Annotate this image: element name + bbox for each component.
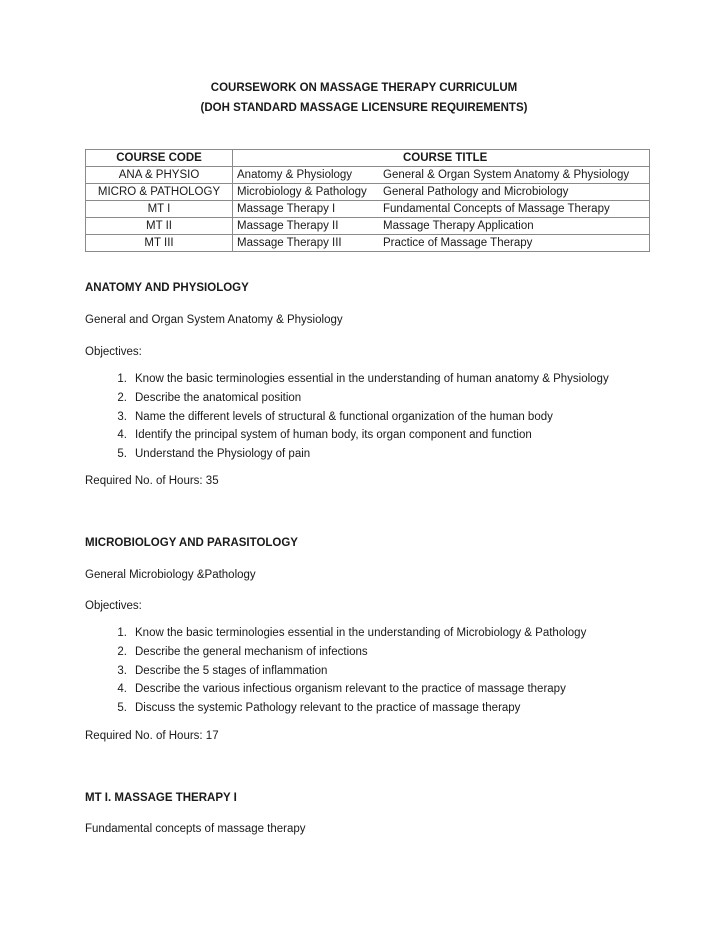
header-subtitle: (DOH STANDARD MASSAGE LICENSURE REQUIREMENTS)	[200, 102, 528, 114]
table-header-row	[86, 150, 650, 167]
table-row	[86, 235, 650, 252]
course-title-full: Fundamental Concepts of Massage Therapy	[383, 203, 610, 215]
list-item: 5. Understand the Physiology of pain	[117, 448, 311, 461]
course-title	[233, 201, 650, 218]
table-row	[86, 167, 650, 184]
objectives-list-anatomy	[85, 370, 609, 464]
section-heading-mt1: MT I. MASSAGE THERAPY I	[85, 792, 237, 804]
section-heading-anatomy: ANATOMY AND PHYSIOLOGY	[85, 282, 249, 294]
course-title-short: Anatomy & Physiology	[237, 169, 353, 181]
list-item: 3. Describe the 5 stages of inflammation	[117, 664, 328, 677]
list-item: 2. Describe the anatomical position	[117, 391, 302, 404]
table-row	[86, 218, 650, 235]
table-row	[86, 201, 650, 218]
required-hours-anatomy: Required No. of Hours: 35	[85, 475, 219, 487]
list-item: 4. Identify the principal system of human body, its organ component and function	[117, 429, 532, 442]
required-hours-micro: Required No. of Hours: 17	[85, 730, 219, 742]
course-title-full: General & Organ System Anatomy & Physiology	[383, 169, 630, 181]
column-header-code: COURSE CODE	[86, 150, 233, 167]
list-item: 2. Describe the general mechanism of infections	[117, 645, 368, 658]
section-subtitle-anatomy: General and Organ System Anatomy & Physiology	[85, 314, 343, 326]
course-title	[233, 167, 650, 184]
objectives-list-micro	[85, 624, 586, 718]
section-subtitle-micro: General Microbiology &Pathology	[85, 569, 256, 581]
course-title-full: General Pathology and Microbiology	[383, 186, 569, 198]
course-title	[233, 218, 650, 235]
objectives-label: Objectives:	[85, 346, 142, 358]
course-title-full: Practice of Massage Therapy	[383, 237, 533, 249]
list-item: 4. Describe the various infectious organism relevant to the practice of massage therapy	[117, 683, 566, 696]
document-header	[0, 78, 728, 118]
course-title-full: Massage Therapy Application	[383, 220, 534, 232]
header-title: COURSEWORK ON MASSAGE THERAPY CURRICULUM	[210, 82, 518, 94]
list-item: 5. Discuss the systemic Pathology relevant to the practice of massage therapy	[117, 702, 521, 715]
table-row	[86, 184, 650, 201]
course-title-short: Massage Therapy I	[237, 203, 336, 215]
list-item: 1. Know the basic terminologies essential in the understanding of human anatomy & Physiology	[117, 373, 609, 385]
section-heading-micro: MICROBIOLOGY AND PARASITOLOGY	[85, 537, 298, 549]
course-code: MICRO & PATHOLOGY	[86, 184, 233, 201]
course-title-short: Massage Therapy II	[237, 220, 339, 232]
course-title	[233, 235, 650, 252]
objectives-label: Objectives:	[85, 600, 142, 612]
course-title-short: Massage Therapy III	[237, 237, 342, 249]
curriculum-table	[85, 149, 650, 252]
course-code: MT III	[86, 235, 233, 252]
list-item: 1. Know the basic terminologies essential in the understanding of Microbiology & Pathology	[117, 627, 587, 639]
course-code: MT I	[86, 201, 233, 218]
list-item: 3. Name the different levels of structural & functional organization of the human body	[117, 410, 553, 423]
course-title-short: Microbiology & Pathology	[237, 186, 367, 198]
column-header-title: COURSE TITLE	[233, 150, 650, 167]
section-subtitle-mt1: Fundamental concepts of massage therapy	[85, 823, 306, 835]
course-code: ANA & PHYSIO	[86, 167, 233, 184]
course-code: MT II	[86, 218, 233, 235]
course-title	[233, 184, 650, 201]
